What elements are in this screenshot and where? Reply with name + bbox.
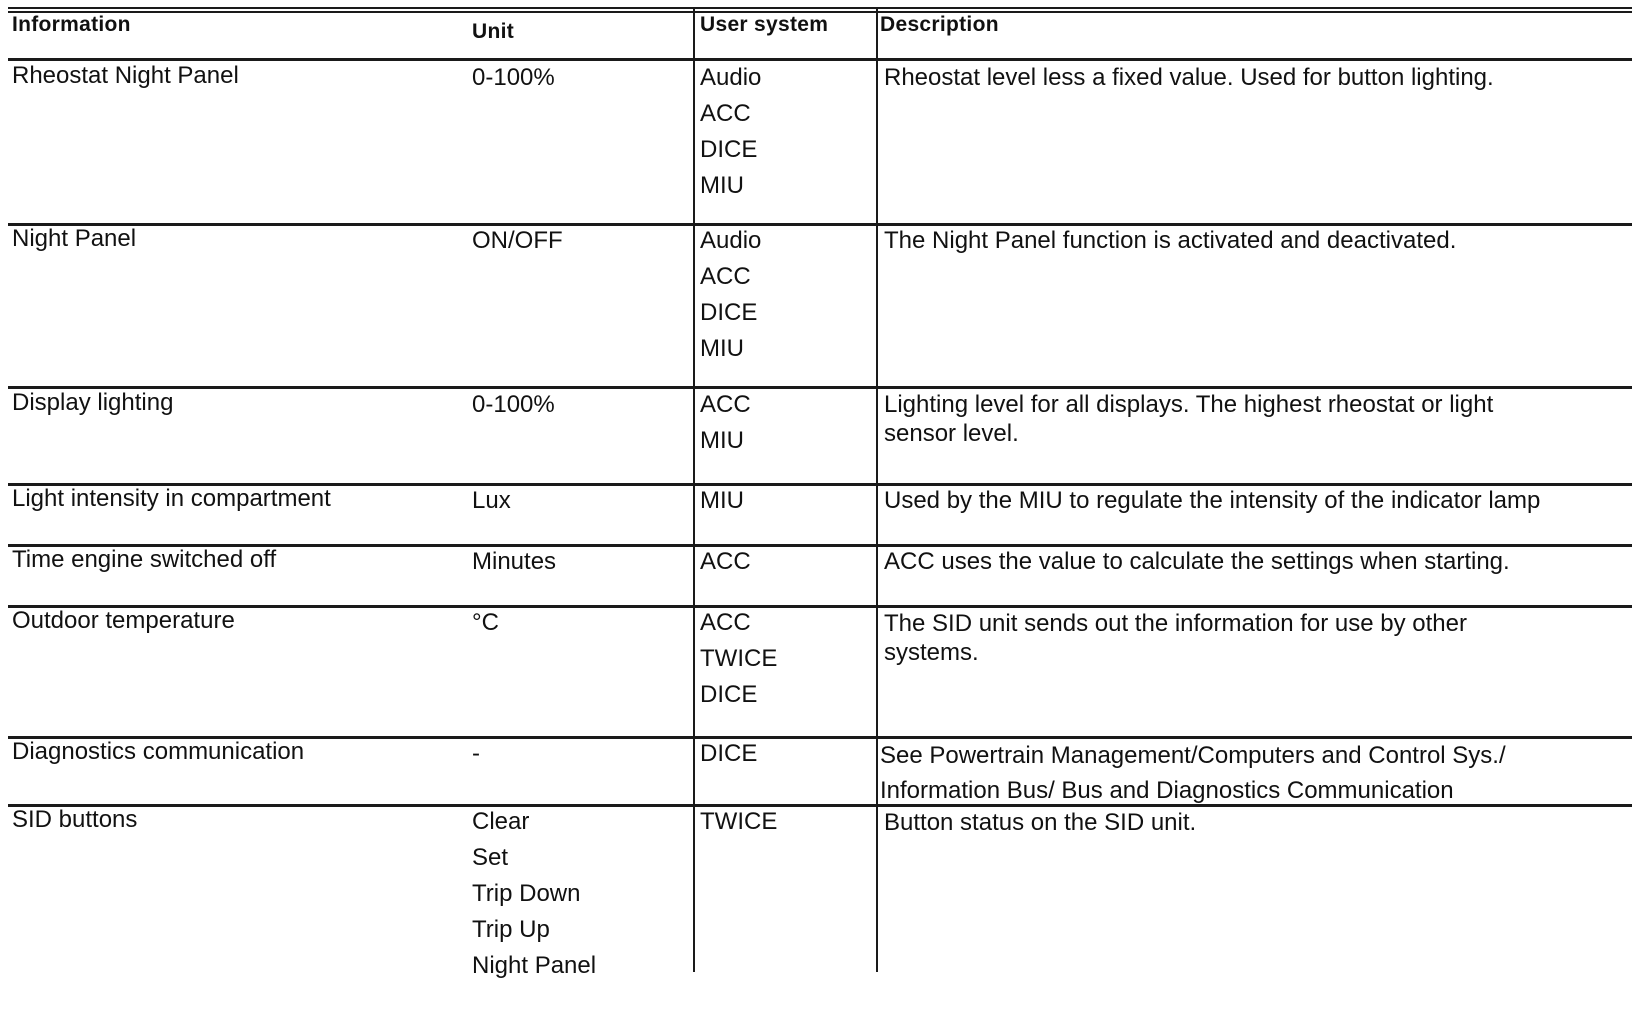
- unit-value: Set: [472, 844, 509, 871]
- user-system-value: Audio: [700, 227, 762, 254]
- header-unit: Unit: [472, 20, 515, 43]
- user-system-value: ACC: [700, 263, 751, 290]
- user-system-value: TWICE: [700, 808, 778, 835]
- top-rule: [8, 7, 1632, 9]
- row-2-information: Night Panel: [12, 225, 137, 252]
- row-6-information: Outdoor temperature: [12, 607, 235, 634]
- row-5-unit: [472, 544, 556, 580]
- row-5-information: Time engine switched off: [12, 546, 277, 573]
- row-8-user-system: [700, 804, 777, 840]
- row-2-user-system: [700, 223, 761, 367]
- row-3-unit: [472, 387, 555, 423]
- column-divider-description: [876, 7, 878, 972]
- unit-value: 0-100%: [472, 64, 555, 91]
- row-2-description: The Night Panel function is activated and deactivated.: [884, 227, 1457, 254]
- user-system-value: MIU: [700, 335, 744, 362]
- row-7-description: See Powertrain Management/Computers and Control Sys./ Information Bus/ Bus and Diagnostics Communication: [880, 742, 1506, 804]
- row-3-user-system: [700, 387, 751, 459]
- user-system-value: Audio: [700, 64, 762, 91]
- row-6-user-system: [700, 605, 777, 713]
- unit-value: Minutes: [472, 548, 557, 575]
- unit-value: ON/OFF: [472, 227, 563, 254]
- user-system-value: DICE: [700, 136, 758, 163]
- header-information: Information: [12, 13, 131, 36]
- row-4-description: Used by the MIU to regulate the intensity of the indicator lamp: [884, 487, 1541, 514]
- row-4-unit: [472, 483, 511, 519]
- row-3-information: Display lighting: [12, 389, 174, 416]
- unit-value: Night Panel: [472, 952, 597, 979]
- row-1-information: Rheostat Night Panel: [12, 62, 239, 89]
- row-7-information: Diagnostics communication: [12, 738, 305, 765]
- user-system-value: TWICE: [700, 645, 778, 672]
- user-system-value: ACC: [700, 100, 751, 127]
- column-divider-user-system: [693, 7, 695, 972]
- unit-value: Lux: [472, 487, 511, 514]
- header-user-system: User system: [700, 13, 829, 36]
- unit-value: Trip Up: [472, 916, 550, 943]
- user-system-value: MIU: [700, 427, 744, 454]
- row-1-description: Rheostat level less a fixed value. Used for button lighting.: [884, 64, 1494, 91]
- unit-value: Trip Down: [472, 880, 581, 907]
- user-system-value: ACC: [700, 548, 751, 575]
- row-4-user-system: [700, 483, 744, 519]
- row-4-information: Light intensity in compartment: [12, 485, 331, 512]
- row-7-unit: [472, 736, 480, 772]
- row-7-user-system: [700, 736, 757, 772]
- user-system-value: MIU: [700, 487, 744, 514]
- user-system-value: ACC: [700, 609, 751, 636]
- row-8-unit: [472, 804, 596, 984]
- header-description: Description: [880, 13, 999, 36]
- row-1-unit: [472, 60, 555, 96]
- unit-value: 0-100%: [472, 391, 555, 418]
- row-8-information: SID buttons: [12, 806, 138, 833]
- user-system-value: DICE: [700, 299, 758, 326]
- unit-value: Clear: [472, 808, 530, 835]
- row-3-description: Lighting level for all displays. The highest rheostat or light sensor level.: [884, 391, 1494, 447]
- row-divider: [8, 386, 1632, 389]
- row-6-unit: [472, 605, 499, 641]
- unit-value: °C: [472, 609, 499, 636]
- unit-value: -: [472, 740, 480, 767]
- header-rule: [8, 58, 1632, 61]
- user-system-value: DICE: [700, 740, 758, 767]
- user-system-value: ACC: [700, 391, 751, 418]
- row-8-description: Button status on the SID unit.: [884, 809, 1197, 836]
- user-system-value: MIU: [700, 172, 744, 199]
- row-1-user-system: [700, 60, 761, 204]
- row-5-user-system: [700, 544, 751, 580]
- user-system-value: DICE: [700, 681, 758, 708]
- row-6-description: The SID unit sends out the information for use by other systems.: [884, 610, 1467, 666]
- row-5-description: ACC uses the value to calculate the settings when starting.: [884, 548, 1510, 575]
- row-divider: [8, 605, 1632, 608]
- row-2-unit: [472, 223, 563, 259]
